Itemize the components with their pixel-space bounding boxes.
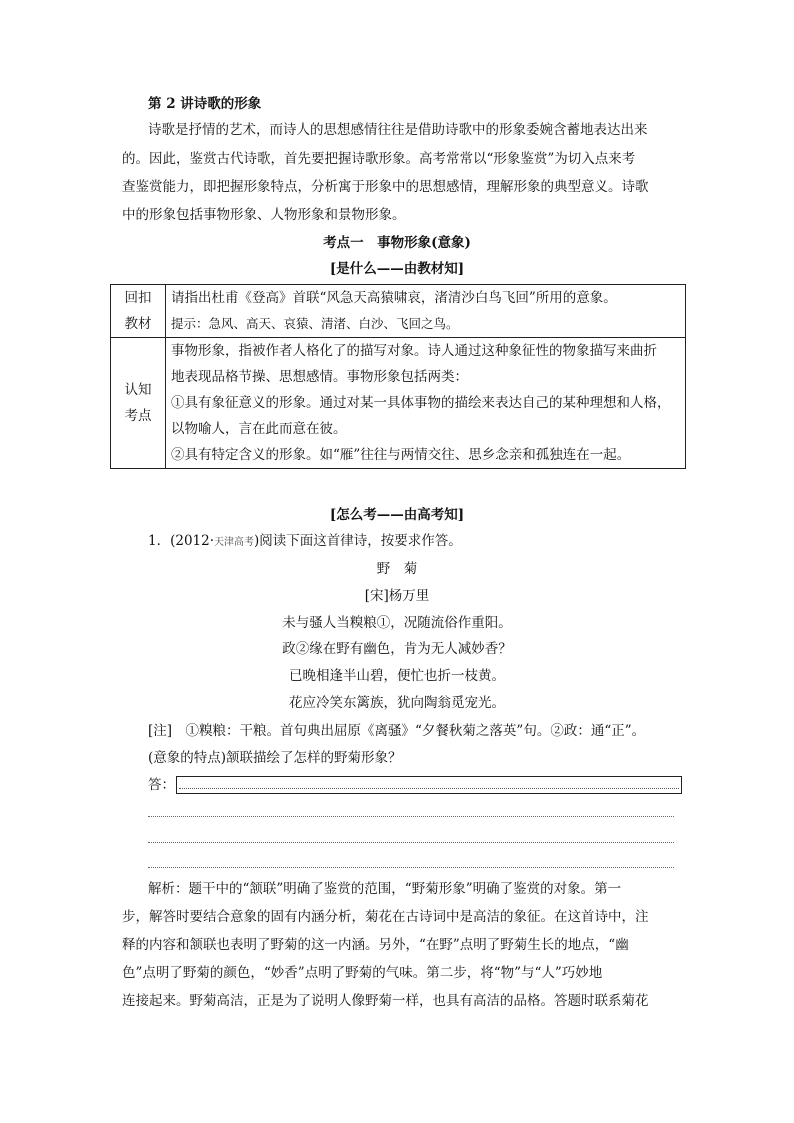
analysis-line: 色”点明了野菊的颜色，“妙香”点明了野菊的气味。第二步，将“物”与“人”巧妙地	[122, 965, 603, 981]
intro-line: 中的形象包括事物形象、人物形象和景物形象。	[122, 207, 406, 223]
table-row	[111, 338, 686, 469]
analysis-line: 解析：题干中的“颔联”明确了鉴赏的范围，“野菊形象”明确了鉴赏的对象。第一	[148, 881, 622, 897]
table-text-line: ②具有特定含义的形象。如“雁”往往与两情交往、思乡念亲和孤独连在一起。	[171, 447, 631, 463]
poem-line: 花应冷笑东篱族，犹向陶翁觅宠光。	[289, 695, 505, 711]
poem-note: [注] ①糗粮：干粮。首句典出屈原《离骚》“夕餐秋菊之落英”句。②政：通“正”。	[148, 723, 646, 739]
table-text-line: 以物喻人，言在此而意在彼。	[171, 421, 347, 437]
table-text-line: ①具有象征意义的形象。通过对某一具体事物的描绘来表达自己的某种理想和人格，	[171, 395, 671, 411]
task-line	[148, 749, 402, 767]
label-line: 考点	[124, 408, 152, 424]
answer-input-box[interactable]	[176, 776, 682, 794]
poem-title: 野 菊	[376, 561, 418, 577]
table-text-line: 事物形象，指被作者人格化了的描写对象。诗人通过这种象征性的物象描写来曲折	[171, 343, 657, 359]
label-line: 教材	[124, 316, 152, 332]
subtitle-what: [是什么——由教材知]	[329, 261, 465, 277]
table-content-cell	[166, 338, 686, 469]
intro-line: 查鉴赏能力，即把握形象特点，分析寓于形象中的思想感情，理解形象的典型意义。诗歌	[122, 179, 649, 195]
answer-dotted-line	[148, 867, 674, 868]
analysis-line: 释的内容和颔联也表明了野菊的这一内涵。另外，“在野”点明了野菊生长的地点，“幽	[122, 937, 629, 953]
poem-line: 未与骚人当糗粮①，况随流俗作重阳。	[282, 615, 512, 631]
table-label-cell	[111, 338, 166, 469]
section-title: 考点一 事物形象(意象)	[323, 235, 471, 251]
question-stem	[148, 532, 462, 552]
lecture-title: 第 2 讲诗歌的形象	[148, 96, 262, 112]
answer-dotted-line	[148, 816, 674, 817]
analysis-line: 步，解答时要结合意象的固有内涵分析，菊花在古诗词中是高洁的象征。在这首诗中，注	[122, 909, 649, 925]
label-line: 回扣	[124, 290, 152, 306]
task-tag: (意象的特点)	[148, 750, 227, 766]
table-row	[111, 285, 686, 338]
table-question: 请指出杜甫《登高》首联“风急天高猿啸哀，渚清沙白鸟飞回”所用的意象。	[171, 290, 617, 306]
table-text-line: 地表现品格节操、思想感情。事物形象包括两类：	[171, 369, 468, 385]
answer-dotted-line	[148, 842, 674, 843]
subtitle-how: [怎么考——由高考知]	[329, 507, 465, 523]
poem-line: 政②缘在野有幽色，肯为无人减妙香？	[282, 641, 512, 657]
knowledge-table	[110, 284, 686, 469]
question-prefix: 1．(2012·	[148, 533, 215, 549]
table-label-cell	[111, 285, 166, 338]
intro-line: 诗歌是抒情的艺术，而诗人的思想感情往往是借助诗歌中的形象委婉含蓄地表达出来	[148, 122, 648, 138]
table-content-cell	[166, 285, 686, 338]
answer-dotted-line	[179, 788, 679, 789]
answer-label: 答：	[148, 777, 175, 793]
analysis-line: 连接起来。野菊高洁，正是为了说明人像野菊一样，也具有高洁的品格。答题时联系菊花	[122, 993, 649, 1009]
question-source: 天津高考	[214, 537, 255, 548]
poem-author: [宋]杨万里	[364, 588, 430, 604]
question-suffix: )阅读下面这首律诗，按要求作答。	[254, 533, 462, 549]
table-hint: 提示：急风、高天、哀猿、清渚、白沙、飞回之鸟。	[171, 316, 459, 331]
poem-line: 已晚相逢半山碧，便忙也折一枝黄。	[289, 668, 505, 684]
label-line: 认知	[124, 382, 152, 398]
intro-line: 的。因此，鉴赏古代诗歌，首先要把握诗歌形象。高考常常以“形象鉴赏”为切入点来考	[122, 151, 636, 167]
task-text: 颔联描绘了怎样的野菊形象？	[226, 750, 402, 766]
